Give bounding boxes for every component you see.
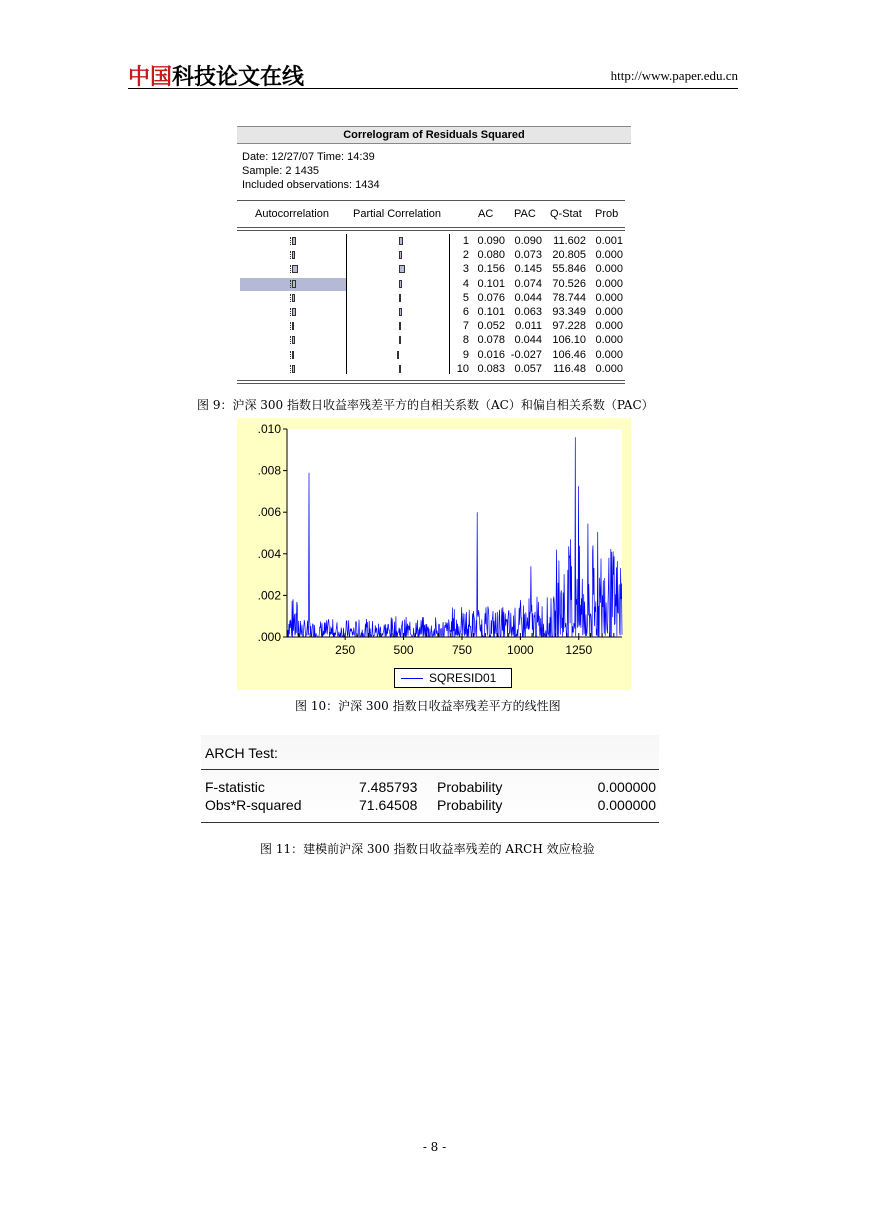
arch-prob: 0.000000 (597, 797, 656, 813)
journal-logo (128, 60, 304, 91)
lag: 9 (462, 348, 469, 361)
y-tick-label: .004 (257, 546, 281, 561)
q-stat: 106.10 (552, 334, 586, 347)
ac-value: 0.101 (477, 277, 505, 290)
ac-bar (292, 265, 298, 273)
lag: 5 (462, 291, 469, 304)
col-header-autocorrelation: Autocorrelation (255, 208, 329, 220)
lag: 2 (462, 249, 469, 262)
pac-bar (399, 336, 401, 344)
q-stat: 93.349 (552, 306, 586, 318)
ac-axis-tick (290, 251, 291, 259)
prob-value: 0.000 (595, 291, 623, 304)
lag: 3 (462, 263, 469, 276)
correlogram-row (237, 333, 631, 347)
ac-bar (292, 294, 295, 302)
lag: 1 (462, 235, 469, 247)
prob-value: 0.000 (595, 277, 623, 290)
q-stat: 11.602 (553, 235, 586, 247)
pac-value: 0.044 (514, 291, 542, 304)
ac-bar (292, 251, 295, 259)
ac-axis-tick (290, 237, 291, 245)
page-number: - 8 - (422, 1140, 447, 1154)
col-header-ac: AC (478, 208, 494, 220)
x-tick-label: 250 (335, 643, 356, 657)
date-line: Date: 12/27/07 Time: 14:39 (242, 151, 375, 163)
pac-value: 0.011 (515, 320, 542, 333)
prob-value: 0.000 (595, 306, 623, 318)
arch-label: Obs*R-squared (205, 797, 302, 813)
arch-value: 71.64508 (359, 797, 418, 813)
pac-bar (399, 365, 401, 373)
prob-value: 0.000 (595, 320, 623, 333)
sample-line: Sample: 2 1435 (242, 165, 320, 177)
correlogram-info (242, 150, 380, 192)
ac-value: 0.156 (477, 263, 505, 276)
obs-line: Included observations: 1434 (242, 179, 380, 191)
prob-value: 0.000 (595, 362, 623, 375)
ac-bar (292, 237, 296, 245)
logo-part-zhongguo: 中国 (128, 65, 173, 90)
q-stat: 116.48 (553, 362, 586, 375)
ac-value: 0.016 (477, 348, 505, 361)
ac-value: 0.090 (477, 235, 505, 247)
pac-value: 0.063 (514, 306, 542, 318)
pac-bar (397, 351, 399, 359)
q-stat: 106.46 (552, 348, 586, 361)
ac-bar (292, 351, 294, 359)
q-stat: 20.805 (552, 249, 586, 262)
pac-value: 0.145 (514, 263, 542, 276)
col-header-partial: Partial Correlation (353, 208, 442, 220)
y-tick-label: .010 (257, 422, 281, 436)
correlogram-row (237, 234, 631, 248)
correlogram-row (237, 262, 631, 276)
correlogram-row (237, 348, 631, 362)
pac-bar (399, 308, 402, 316)
lag: 6 (462, 306, 469, 318)
prob-value: 0.000 (595, 249, 623, 262)
pac-bar (399, 265, 405, 273)
col-header-prob: Prob (595, 208, 619, 220)
correlogram-table (237, 126, 631, 385)
lag: 4 (462, 277, 469, 290)
pac-value: -0.027 (510, 348, 542, 361)
lag: 8 (462, 334, 469, 347)
ac-axis-tick (290, 280, 291, 288)
ac-axis-tick (290, 351, 291, 359)
ac-value: 0.076 (477, 291, 505, 304)
legend-line-icon (401, 678, 423, 679)
correlogram-row (237, 291, 631, 305)
arch-value: 7.485793 (359, 779, 418, 795)
ac-value: 0.101 (477, 306, 505, 318)
ac-bar (292, 322, 294, 330)
q-stat: 70.526 (552, 277, 586, 290)
rule-mid (237, 227, 625, 228)
pac-bar (399, 280, 402, 288)
figure-11-caption: 图 11：建模前沪深 300 指数日收益率残差的 ARCH 效应检验 (260, 842, 595, 856)
ac-value: 0.052 (477, 320, 505, 333)
correlogram-row (237, 305, 631, 319)
chart-legend (394, 668, 512, 688)
x-tick-label: 1000 (507, 643, 534, 657)
correlogram-row (237, 319, 631, 333)
correlogram-title: Correlogram of Residuals Squared (237, 126, 631, 144)
arch-test-table (201, 735, 659, 825)
ac-bar (292, 308, 296, 316)
header-url[interactable]: http://www.paper.edu.cn (610, 68, 738, 83)
x-tick-label: 750 (451, 643, 472, 657)
ac-value: 0.078 (477, 334, 505, 347)
arch-prob-label: Probability (437, 779, 503, 795)
header-rule (128, 88, 738, 89)
arch-rule-bottom (201, 822, 659, 823)
arch-row-obs (201, 797, 659, 815)
pac-value: 0.090 (514, 235, 542, 247)
legend-label: SQRESID01 (429, 671, 497, 685)
logo-part-keji: 科技论文在线 (172, 65, 305, 90)
prob-value: 0.000 (595, 263, 623, 276)
arch-row-f (201, 779, 659, 797)
prob-value: 0.001 (595, 235, 623, 247)
rule-mid2 (237, 230, 625, 231)
ac-value: 0.083 (477, 362, 505, 375)
pac-value: 0.044 (514, 334, 542, 347)
rule-bottom2 (237, 383, 625, 384)
ac-bar (292, 336, 295, 344)
arch-title: ARCH Test: (205, 745, 278, 761)
arch-label: F-statistic (205, 779, 265, 795)
y-tick-label: .002 (257, 588, 281, 603)
ac-axis-tick (290, 294, 291, 302)
arch-prob: 0.000000 (597, 779, 656, 795)
x-tick-label: 500 (393, 643, 414, 657)
correlogram-row (237, 362, 631, 376)
col-header-pac: PAC (514, 208, 536, 220)
pac-bar (399, 251, 402, 259)
pac-value: 0.074 (514, 277, 542, 290)
y-tick-label: .006 (257, 505, 281, 520)
y-tick-label: .008 (257, 463, 281, 478)
lag: 7 (462, 320, 469, 333)
y-tick-label: .000 (257, 630, 281, 644)
pac-value: 0.073 (514, 249, 542, 262)
ac-axis-tick (290, 322, 291, 330)
ac-bar (292, 365, 295, 373)
ac-axis-tick (290, 365, 291, 373)
ac-axis-tick (290, 336, 291, 344)
ac-bar (292, 280, 296, 288)
figure-9-caption: 图 9：沪深 300 指数日收益率残差平方的自相关系数（AC）和偏自相关系数（PAC） (197, 398, 654, 412)
sqresid-line-chart (237, 418, 631, 668)
pac-bar (399, 237, 403, 245)
lag: 10 (456, 362, 469, 375)
rule-top (237, 200, 625, 201)
pac-value: 0.057 (514, 362, 542, 375)
prob-value: 0.000 (595, 334, 623, 347)
arch-rule-top (201, 769, 659, 770)
ac-axis-tick (290, 265, 291, 273)
q-stat: 78.744 (552, 291, 586, 304)
correlogram-row (237, 277, 631, 291)
ac-value: 0.080 (477, 249, 505, 262)
prob-value: 0.000 (595, 348, 623, 361)
x-tick-label: 1250 (565, 643, 593, 657)
pac-bar (399, 294, 401, 302)
col-header-qstat: Q-Stat (550, 208, 582, 220)
ac-axis-tick (290, 308, 291, 316)
rule-bottom (237, 380, 625, 381)
q-stat: 55.846 (552, 263, 586, 276)
arch-prob-label: Probability (437, 797, 503, 813)
correlogram-row (237, 248, 631, 262)
figure-10-caption: 图 10：沪深 300 指数日收益率残差平方的线性图 (295, 699, 561, 713)
q-stat: 97.228 (552, 320, 586, 333)
pac-bar (399, 322, 401, 330)
